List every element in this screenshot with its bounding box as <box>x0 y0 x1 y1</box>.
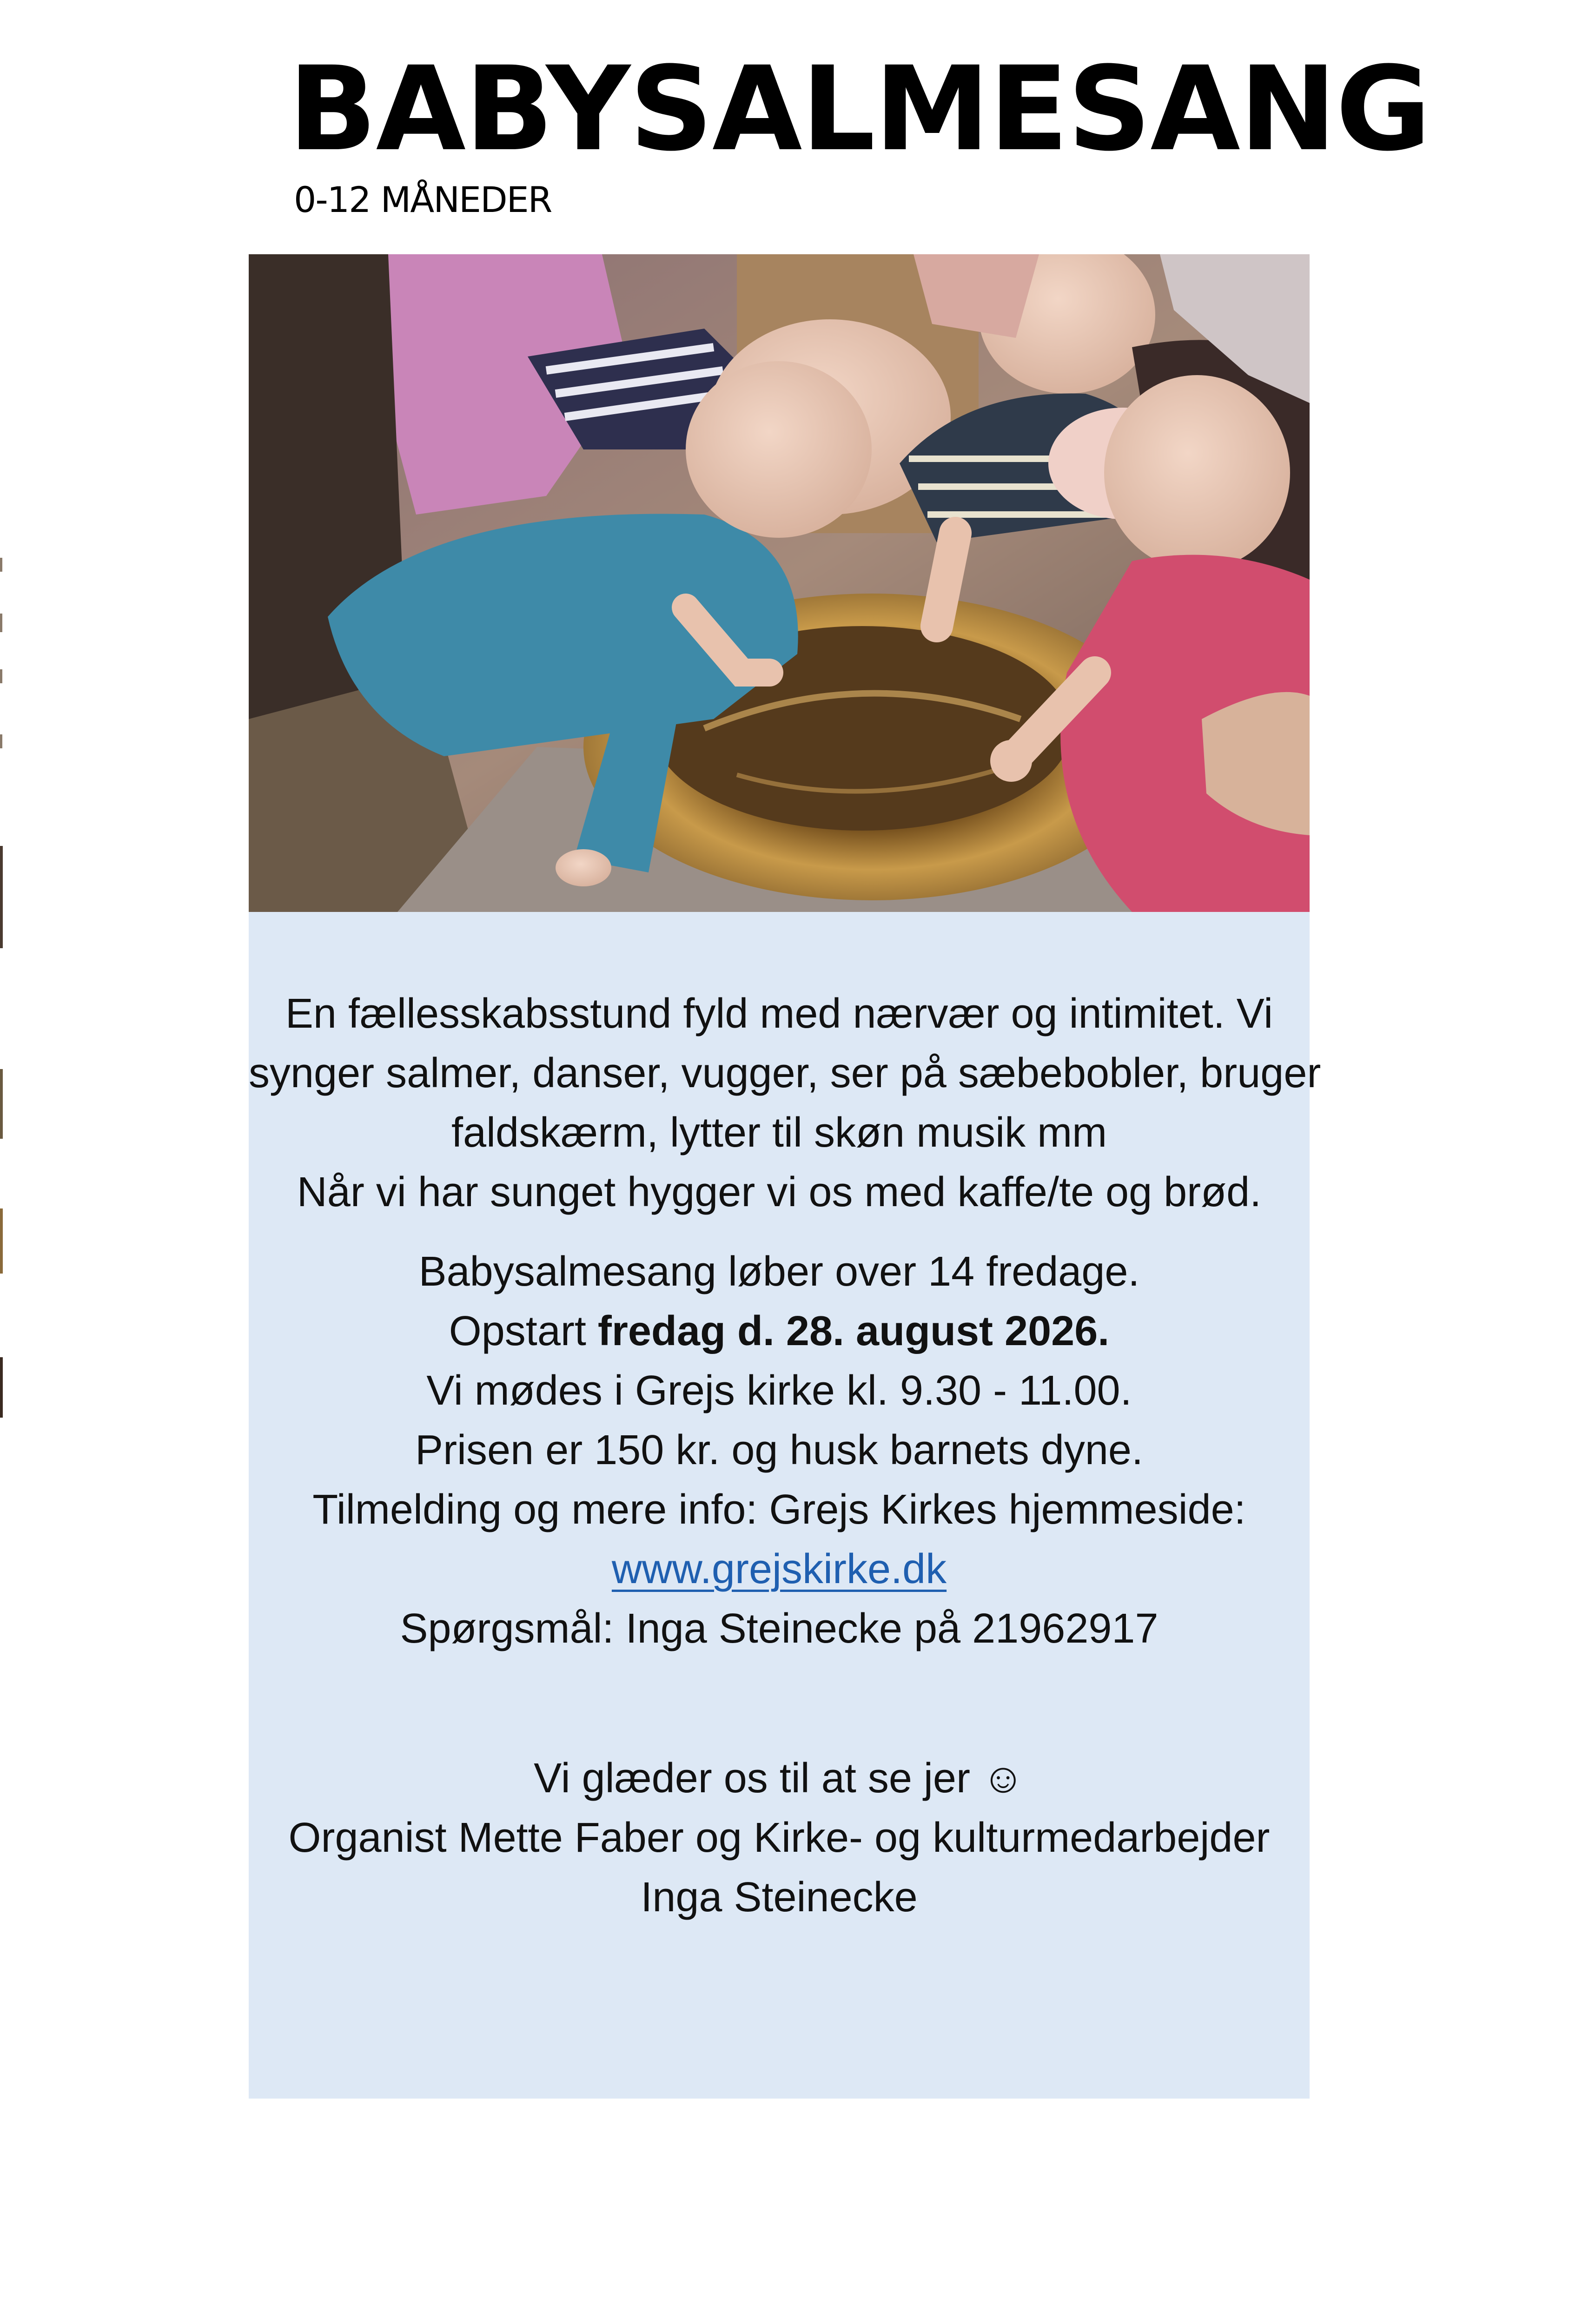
start-info <box>249 1301 1310 1361</box>
price-info: Prisen er 150 kr. og husk barnets dyne. <box>415 1427 1143 1473</box>
margin-marks <box>0 558 4 1441</box>
details-text <box>249 1242 1310 1658</box>
weeks-info: Babysalmesang løber over 14 fredage. <box>418 1248 1140 1295</box>
signature-line: Inga Steinecke <box>641 1874 918 1921</box>
questions-info: Spørgsmål: Inga Steinecke på 21962917 <box>400 1605 1159 1652</box>
intro-line: En fællesskabsstund fyld med nærvær og intimitet. Vi <box>285 990 1273 1037</box>
age-range-subtitle: 0-12 MÅNEDER <box>294 179 552 220</box>
start-date: fredag d. 28. august 2026. <box>597 1308 1110 1354</box>
website-line <box>249 1539 1310 1599</box>
intro-line: Når vi har sunget hygger vi os med kaffe/te og brød. <box>297 1169 1262 1215</box>
closing-text <box>249 1749 1310 1927</box>
intro-line: faldskærm, lytter til skøn musik mm <box>451 1109 1107 1156</box>
intro-text <box>249 984 1321 1222</box>
meeting-info: Vi mødes i Grejs kirke kl. 9.30 - 11.00. <box>426 1367 1132 1414</box>
babies-photo <box>249 254 1310 912</box>
info-panel <box>249 912 1321 2099</box>
page-title: BABYSALMESANG <box>288 41 1430 177</box>
signature-line: Organist Mette Faber og Kirke- og kulturmedarbejder <box>288 1815 1270 1861</box>
website-link[interactable]: www.grejskirke.dk <box>611 1546 947 1592</box>
intro-line: synger salmer, danser, vugger, ser på sæbebobler, bruger <box>249 1050 1321 1096</box>
greeting: Vi glæder os til at se jer ☺ <box>534 1755 1025 1802</box>
start-prefix: Opstart <box>449 1308 598 1354</box>
photo-illustration <box>249 254 1310 912</box>
signup-info: Tilmelding og mere info: Grejs Kirkes hjemmeside: <box>312 1486 1246 1533</box>
